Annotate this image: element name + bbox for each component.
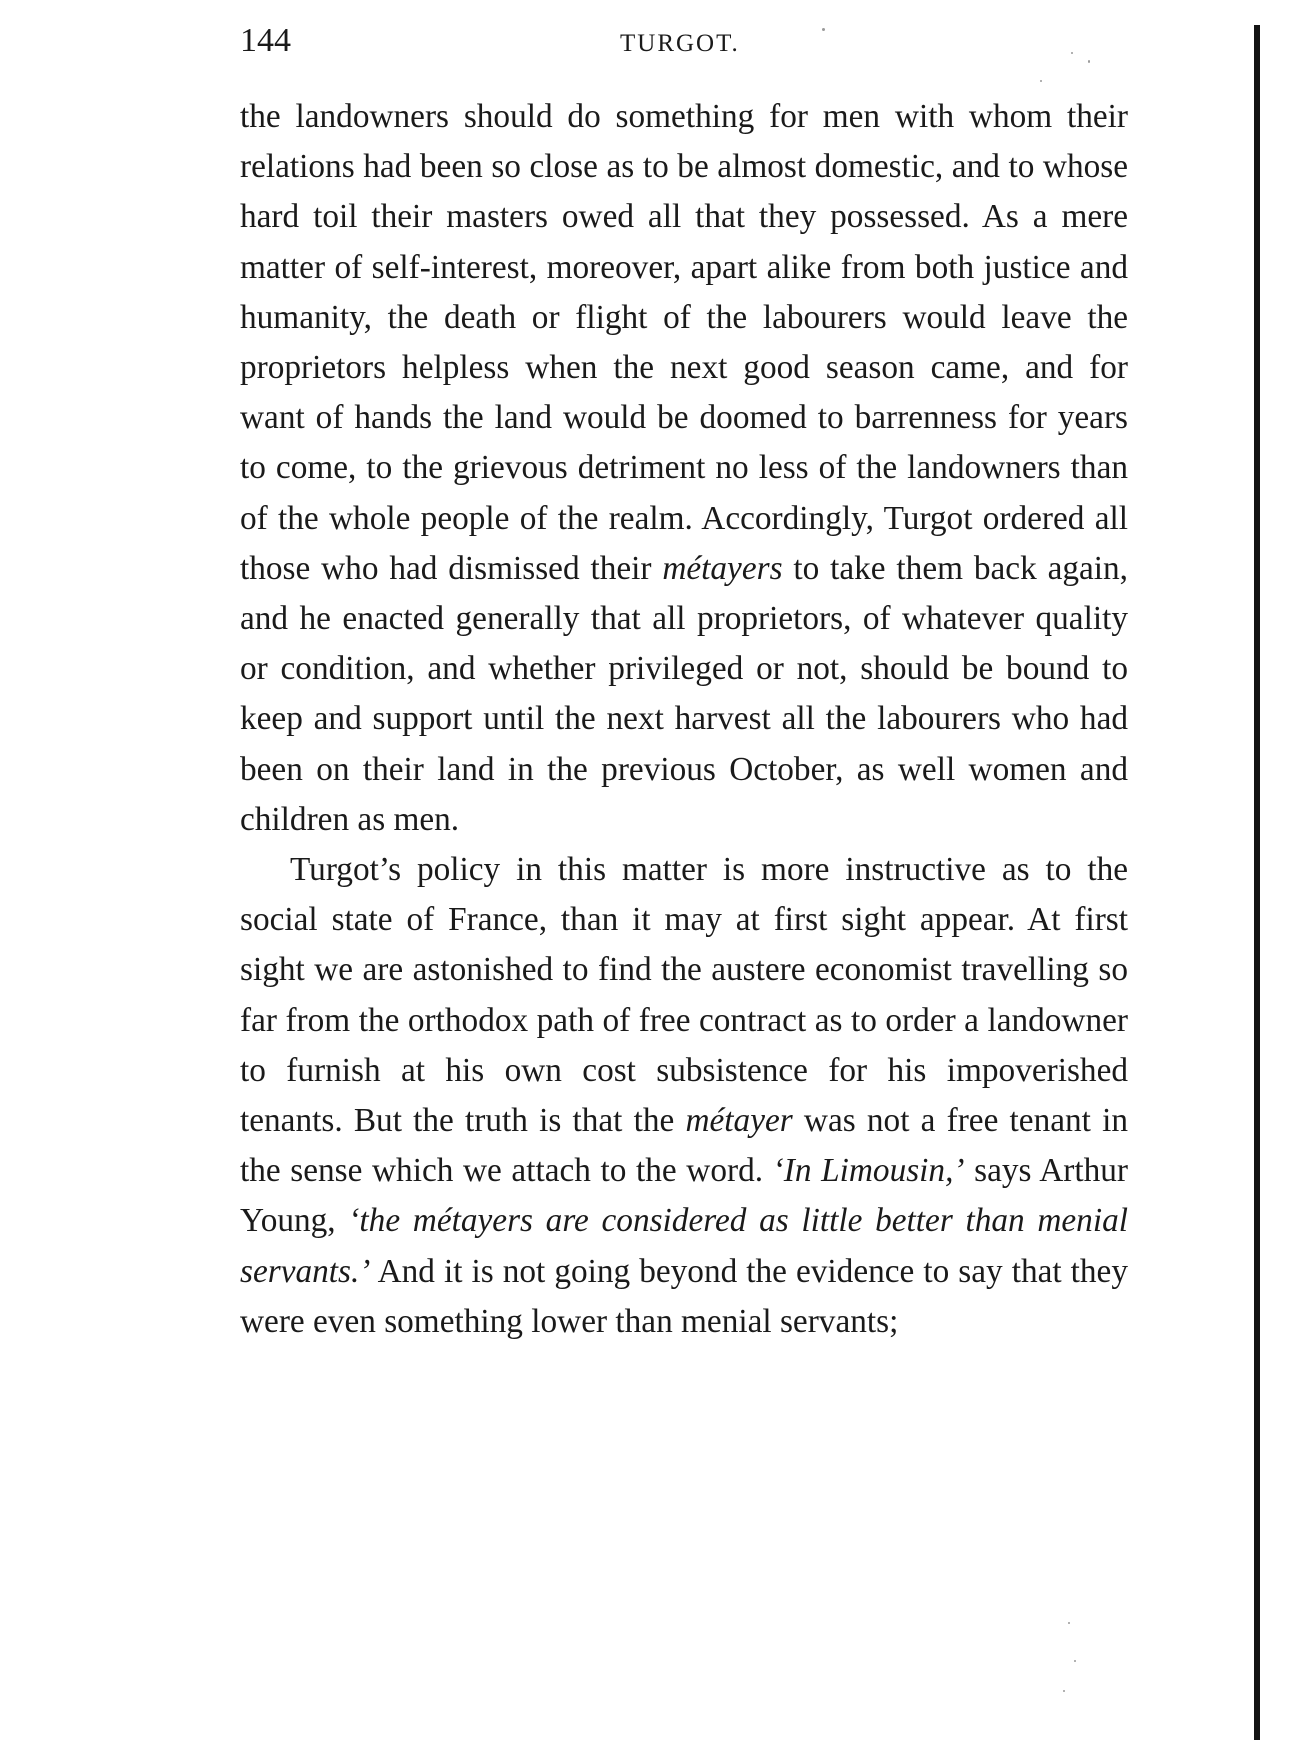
scan-speck xyxy=(1071,52,1073,54)
running-head: TURGOT. xyxy=(620,30,740,57)
page-edge-rule xyxy=(1254,25,1260,1740)
scan-speck xyxy=(1068,1622,1070,1624)
page-number: 144 xyxy=(240,22,291,59)
scan-speck xyxy=(1074,1660,1076,1662)
scan-speck xyxy=(1088,60,1090,63)
italic-quote: ‘the métayers are considered as little better than menial servants.’ xyxy=(240,1202,1128,1290)
italic-quote: ‘In Limousin,’ xyxy=(772,1152,965,1190)
paragraph-2 xyxy=(240,845,1128,1347)
text-segment: Turgot’s policy in this matter is more instructive as to the social state of France, than it may at first sight appear. At first sight we are astonished to find the austere economist travelling so far from the orthodox path of free contract as to order a landowner to furnish at his own cost subsistence for his impoverished tenants. But the truth is that the xyxy=(240,851,1128,1140)
italic-term: métayers xyxy=(662,549,783,587)
paragraph-1 xyxy=(240,92,1128,845)
body-text xyxy=(240,92,1128,1347)
text-segment: says Arthur Young, xyxy=(240,1152,1128,1240)
italic-term: métayer xyxy=(685,1102,793,1140)
scan-speck xyxy=(1040,80,1042,82)
page-header xyxy=(240,22,1140,62)
text-segment: And it is not going beyond the evidence to say that they were even something lower than menial servants; xyxy=(240,1252,1128,1340)
text-segment: to take them back again, and he enacted generally that all proprietors, of whatever quality or condition, and whether privileged or not, should be bound to keep and support until the next harvest all the labourers who had been on their land in the previous October, as well women and children as men. xyxy=(240,549,1128,838)
text-segment: was not a free tenant in the sense which we attach to the word. xyxy=(240,1102,1128,1190)
scan-speck xyxy=(1063,1690,1065,1692)
text-segment: the landowners should do something for men with whom their relations had been so close as to be almost domestic, and to whose hard toil their masters owed all that they possessed. As a mere matter of self-interest, moreover, apart alike from both justice and humanity, the death or flight of the labourers would leave the proprietors helpless when the next good season came, and for want of hands the land would be doomed to barrenness for years to come, to the grievous detriment no less of the landowners than of the whole people of the realm. Accordingly, Turgot ordered all those who had dismissed their xyxy=(240,98,1128,587)
scan-speck xyxy=(822,28,825,31)
